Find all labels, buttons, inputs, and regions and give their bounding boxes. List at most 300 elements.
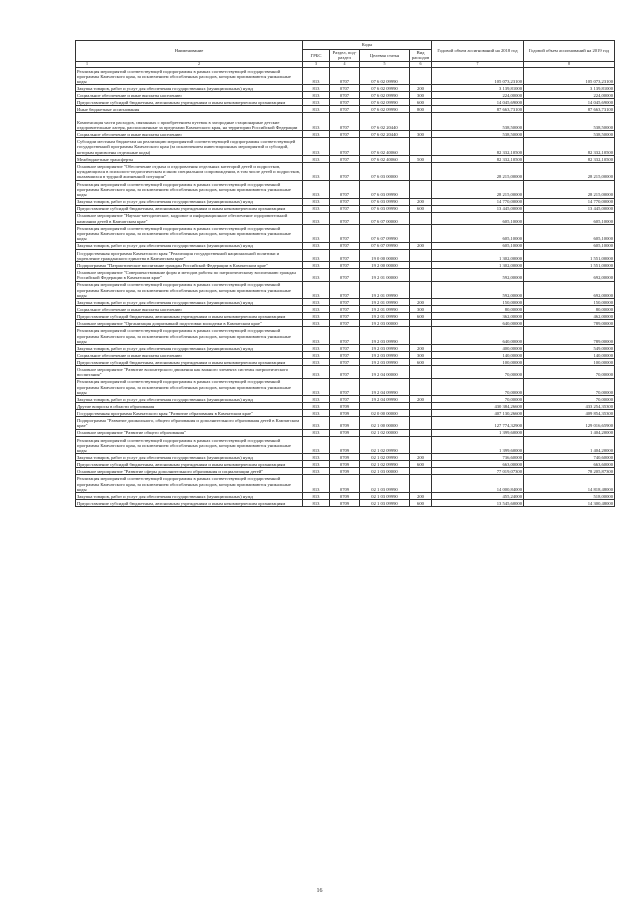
row-name: Закупка товаров, работ и услуг для обеспечения государственных (муниципальных) нужд [76,396,303,403]
col-section-header: Раздел, под-раздел [330,50,360,62]
table-row [76,99,615,106]
section-code: 0709 [330,429,360,436]
vid-code: 500 [410,155,432,162]
section-code: 0707 [330,242,360,249]
amount-2018: 640,00000 [432,327,524,345]
grbs-code: 813 [303,403,330,410]
grbs-code: 813 [303,212,330,224]
target-code: 02 1 03 09990 [360,493,410,500]
grbs-code: 813 [303,313,330,320]
table-row [76,461,615,468]
target-code: 02 1 02 09990 [360,436,410,454]
vid-code: 600 [410,461,432,468]
vid-code [410,281,432,299]
section-code: 0707 [330,67,360,85]
column-number: 6 [410,61,432,67]
row-name: Основное мероприятие "Развитие общего образования" [76,429,303,436]
amount-2018: 80,00000 [432,306,524,313]
target-code: 07 6 03 09990 [360,198,410,205]
target-code: 19 2 03 09990 [360,359,410,366]
row-name: Предоставление субсидий бюджетным, автономным учреждениям и иным некоммерческим организациям [76,313,303,320]
section-code: 0707 [330,138,360,156]
row-name: Реализация мероприятий соответствующей подпрограммы в рамках соответствующей государственной программы Камчатского края, за исключением обособленных расходов, которым присваиваются уникальные коды [76,475,303,493]
target-code: 02 1 02 09990 [360,454,410,461]
column-number: 3 [303,61,330,67]
target-code: 07 6 02 40060 [360,155,410,162]
amount-2018: 14 000,84000 [432,475,524,493]
table-row [76,180,615,198]
col-vid-header: Вид расходов [410,50,432,62]
grbs-code: 813 [303,162,330,180]
section-code: 0707 [330,92,360,99]
target-code: 07 6 02 40060 [360,138,410,156]
table-row [76,436,615,454]
target-code: 07 6 02 09990 [360,92,410,99]
vid-code: 200 [410,396,432,403]
row-name: Закупка товаров, работ и услуг для обеспечения государственных (муниципальных) нужд [76,299,303,306]
section-code: 0709 [330,410,360,417]
amount-2018: 82 332,10500 [432,138,524,156]
table-row [76,396,615,403]
table-row [76,212,615,224]
grbs-code: 813 [303,475,330,493]
section-code: 0709 [330,461,360,468]
table-row [76,475,615,493]
grbs-code: 813 [303,366,330,378]
target-code: 07 6 02 09990 [360,99,410,106]
amount-2018: 13 545,60000 [432,500,524,507]
section-code: 0707 [330,162,360,180]
row-name: Компенсация части расходов, связанных с приобретением путевок в загородные стационарные детские оздоровительные лагеря, расположенные за пределами Камчатского края, на территории Российской Федерации [76,113,303,131]
amount-2018: 538,50000 [432,113,524,131]
grbs-code: 813 [303,378,330,396]
vid-code: 600 [410,99,432,106]
vid-code: 600 [410,359,432,366]
row-name: Социальное обеспечение и иные выплаты населению [76,352,303,359]
table-row [76,313,615,320]
amount-2019: 740,60000 [524,454,615,461]
grbs-code: 813 [303,396,330,403]
table-row [76,205,615,212]
amount-2019: 70,00000 [524,378,615,396]
vid-code [410,212,432,224]
row-name: Субсидии местным бюджетам на реализацию мероприятий соответствующей подпрограммы соответствующей государственной программы Камчатского края (за исключением инвестиционных мероприятий и субсидий, которым присвоены отдельные коды) [76,138,303,156]
target-code: 07 6 07 09990 [360,224,410,242]
section-code: 0707 [330,352,360,359]
grbs-code: 813 [303,131,330,138]
target-code: 07 6 03 09990 [360,180,410,198]
target-code: 07 6 07 00000 [360,212,410,224]
amount-2018: 736,60000 [432,454,524,461]
row-name: Основное мероприятие "Научно-методическое, кадровое и информационное обеспечение оздоровительной кампании детей в Камчатском крае" [76,212,303,224]
section-code: 0707 [330,198,360,205]
table-row [76,262,615,269]
table-row [76,366,615,378]
section-code: 0707 [330,113,360,131]
section-code: 0707 [330,180,360,198]
table-row [76,345,615,352]
amount-2019: 14 045,69000 [524,99,615,106]
section-code: 0707 [330,320,360,327]
amount-2019: 87 663,73100 [524,106,615,113]
grbs-code: 813 [303,327,330,345]
vid-code: 200 [410,493,432,500]
vid-code [410,410,432,417]
amount-2018: 605,10000 [432,224,524,242]
grbs-code: 813 [303,436,330,454]
grbs-code: 813 [303,320,330,327]
table-row [76,85,615,92]
table-row [76,281,615,299]
vid-code [410,403,432,410]
amount-2019: 129 016,65900 [524,417,615,429]
target-code: 07 6 02 20440 [360,113,410,131]
column-number: 8 [524,61,615,67]
section-code: 0707 [330,269,360,281]
table-row [76,269,615,281]
amount-2019: 1 404,20000 [524,436,615,454]
amount-2018: 663,00000 [432,461,524,468]
amount-2018: 28 215,00000 [432,180,524,198]
section-code: 0707 [330,359,360,366]
section-code: 0709 [330,493,360,500]
column-number: 7 [432,61,524,67]
section-code: 0707 [330,345,360,352]
target-code: 19 2 00 00000 [360,262,410,269]
section-code: 0707 [330,155,360,162]
row-name: Реализация мероприятий соответствующей подпрограммы в рамках соответствующей государственной программы Камчатского края, за исключением обособленных расходов, которым присваиваются уникальные коды [76,67,303,85]
grbs-code: 813 [303,85,330,92]
vid-code [410,249,432,261]
target-code: 07 6 02 09990 [360,85,410,92]
vid-code [410,327,432,345]
target-code: 07 6 02 20440 [360,131,410,138]
section-code: 0707 [330,262,360,269]
amount-2018: 13 445,00000 [432,205,524,212]
target-code: 19 0 00 00000 [360,249,410,261]
codes-header: Коды [303,41,432,50]
grbs-code: 813 [303,500,330,507]
target-code [360,403,410,410]
col-grbs-header: ГРБС [303,50,330,62]
amount-2019: 224,00000 [524,92,615,99]
target-code: 19 2 04 09990 [360,378,410,396]
vid-code [410,180,432,198]
amount-2019: 3 139,81000 [524,85,615,92]
amount-2019: 28 215,00000 [524,162,615,180]
section-code: 0709 [330,468,360,475]
target-code: 19 2 03 00000 [360,320,410,327]
vid-code [410,366,432,378]
section-code: 0707 [330,249,360,261]
amount-2018: 70,00000 [432,378,524,396]
table-row [76,138,615,156]
section-code: 0709 [330,475,360,493]
table-row [76,410,615,417]
target-code: 19 2 03 09990 [360,352,410,359]
row-name: Социальное обеспечение и иные выплаты населению [76,92,303,99]
table-row [76,417,615,429]
grbs-code: 813 [303,410,330,417]
grbs-code: 813 [303,468,330,475]
col-target-header: Целевая статья [360,50,410,62]
amount-2018: 592,00000 [432,281,524,299]
target-code: 19 2 01 09990 [360,306,410,313]
vid-code [410,429,432,436]
column-number: 5 [360,61,410,67]
section-code: 0707 [330,366,360,378]
section-code: 0707 [330,205,360,212]
row-name: Основное мероприятие "Развитие волонтерского движения как важного элемента системы патриотического воспитания" [76,366,303,378]
table-row [76,378,615,396]
table-row [76,131,615,138]
vid-code: 300 [410,92,432,99]
amount-2018: 538,50000 [432,131,524,138]
vid-code: 800 [410,106,432,113]
section-code: 0709 [330,436,360,454]
section-code: 0707 [330,396,360,403]
vid-code [410,67,432,85]
section-code: 0707 [330,85,360,92]
row-name: Закупка товаров, работ и услуг для обеспечения государственных (муниципальных) нужд [76,345,303,352]
amount-2018: 605,10000 [432,212,524,224]
vid-code [410,468,432,475]
row-name: Закупка товаров, работ и услуг для обеспечения государственных (муниципальных) нужд [76,85,303,92]
amount-2018: 87 663,73100 [432,106,524,113]
amount-2018: 1 302,00000 [432,249,524,261]
amount-2018: 400,00000 [432,345,524,352]
amount-2018: 1 399,60000 [432,429,524,436]
table-row [76,429,615,436]
amount-2019: 1 404,20000 [524,429,615,436]
row-name: Другие вопросы в области образования [76,403,303,410]
amount-2019: 462,00000 [524,313,615,320]
row-name: Реализация мероприятий соответствующей подпрограммы в рамках соответствующей государственной программы Камчатского края, за исключением обособленных расходов, которым присваиваются уникальные коды [76,281,303,299]
amount-2019: 14 770,00000 [524,198,615,205]
amount-2019: 13 445,00000 [524,205,615,212]
table-row [76,224,615,242]
vid-code [410,224,432,242]
grbs-code: 813 [303,155,330,162]
grbs-code: 813 [303,281,330,299]
column-number: 2 [198,61,200,66]
table-row [76,468,615,475]
row-name: Реализация мероприятий соответствующей подпрограммы в рамках соответствующей государственной программы Камчатского края, за исключением обособленных расходов, которым присваиваются уникальные коды [76,224,303,242]
amount-2018: 592,00000 [432,269,524,281]
row-name: Основное мероприятие "Организация допризывной подготовки молодежи в Камчатском крае" [76,320,303,327]
vid-code [410,417,432,429]
target-code: 07 6 03 00000 [360,162,410,180]
vid-code [410,320,432,327]
col-name-header: Наименование [76,41,303,62]
table-row [76,67,615,85]
row-name: Предоставление субсидий бюджетным, автономным учреждениям и иным некоммерческим организациям [76,205,303,212]
target-code: 19 2 01 09990 [360,299,410,306]
row-name: Иные бюджетные ассигнования [76,106,303,113]
amount-2019: 14 818,48000 [524,475,615,493]
grbs-code: 813 [303,417,330,429]
amount-2019: 1 551,00000 [524,249,615,261]
row-name: Основное мероприятие "Развитие сферы дополнительного образования и социализации детей" [76,468,303,475]
vid-code: 200 [410,345,432,352]
amount-2018: 14 770,00000 [432,198,524,205]
amount-2019: 28 215,00000 [524,180,615,198]
vid-code: 600 [410,205,432,212]
table-row [76,162,615,180]
col-2018-header: Годовой объем ассигнований на 2018 год [432,41,524,62]
row-name: Основное мероприятие "Обеспечение отдыха и оздоровления отдельных категорий детей и подростков, нуждающихся в психолого-педагогическом и ином специальном сопровождении, в том числе детей и подростков, оказавшихся в трудной жизненной ситуации" [76,162,303,180]
amount-2019: 789,00000 [524,320,615,327]
budget-table-sheet [75,40,614,507]
vid-code: 600 [410,313,432,320]
table-row [76,403,615,410]
target-code: 19 2 04 09990 [360,396,410,403]
vid-code [410,262,432,269]
section-code: 0707 [330,224,360,242]
target-code: 02 1 03 09990 [360,475,410,493]
vid-code: 200 [410,454,432,461]
amount-2018: 430 384,26600 [432,403,524,410]
amount-2019: 105 073,23100 [524,67,615,85]
vid-code: 300 [410,352,432,359]
row-name: Социальное обеспечение и иные выплаты населению [76,131,303,138]
amount-2018: 70,00000 [432,366,524,378]
amount-2018: 100,00000 [432,359,524,366]
amount-2019: 692,00000 [524,281,615,299]
target-code: 02 1 03 09990 [360,500,410,507]
target-code: 07 6 02 09990 [360,67,410,85]
grbs-code: 813 [303,113,330,131]
amount-2019: 78 205,87300 [524,468,615,475]
target-code: 19 2 01 09990 [360,313,410,320]
grbs-code: 813 [303,429,330,436]
target-code: 02 1 00 00000 [360,417,410,429]
row-name: Межбюджетные трансферты [76,155,303,162]
vid-code [410,378,432,396]
target-code: 19 2 01 00000 [360,269,410,281]
amount-2019: 14 300,48000 [524,500,615,507]
target-code: 02 1 02 00000 [360,429,410,436]
grbs-code: 813 [303,269,330,281]
amount-2019: 549,00000 [524,345,615,352]
amount-2019: 140,00000 [524,352,615,359]
target-code: 02 1 03 00000 [360,468,410,475]
grbs-code: 813 [303,306,330,313]
amount-2019: 100,00000 [524,359,615,366]
target-code: 19 2 03 09990 [360,327,410,345]
grbs-code: 813 [303,224,330,242]
row-name: Предоставление субсидий бюджетным, автономным учреждениям и иным некоммерческим организациям [76,461,303,468]
table-row [76,352,615,359]
grbs-code: 813 [303,352,330,359]
amount-2018: 28 215,00000 [432,162,524,180]
row-name: Реализация мероприятий соответствующей подпрограммы в рамках соответствующей государственной программы Камчатского края, за исключением обособленных расходов, которым присваиваются уникальные коды [76,436,303,454]
amount-2018: 150,00000 [432,299,524,306]
page-number: 16 [316,888,323,894]
table-row [76,493,615,500]
table-row [76,500,615,507]
grbs-code: 813 [303,461,330,468]
amount-2019: 538,50000 [524,131,615,138]
amount-2018: 1 302,00000 [432,262,524,269]
vid-code: 200 [410,85,432,92]
row-name: Реализация мероприятий соответствующей подпрограммы в рамках соответствующей государственной программы Камчатского края, за исключением обособленных расходов, которым присваиваются уникальные коды [76,180,303,198]
vid-code [410,113,432,131]
row-name: Подпрограмма "Развитие дошкольного, общего образования и дополнительного образования детей в Камчатском крае" [76,417,303,429]
row-name: Закупка товаров, работ и услуг для обеспечения государственных (муниципальных) нужд [76,493,303,500]
target-code: 19 2 03 09990 [360,345,410,352]
table-row [76,306,615,313]
grbs-code: 813 [303,299,330,306]
amount-2019: 605,10000 [524,224,615,242]
vid-code [410,269,432,281]
vid-code: 200 [410,299,432,306]
amount-2019: 538,50000 [524,113,615,131]
amount-2019: 409 854,35300 [524,410,615,417]
amount-2018: 77 019,07300 [432,468,524,475]
grbs-code: 813 [303,106,330,113]
amount-2018: 224,00000 [432,92,524,99]
grbs-code: 813 [303,92,330,99]
target-code: 07 6 02 09990 [360,106,410,113]
amount-2019: 82 332,10500 [524,155,615,162]
table-row [76,198,615,205]
column-number: 1 [86,61,88,66]
section-code: 0709 [330,403,360,410]
amount-2019: 605,10000 [524,212,615,224]
table-row [76,327,615,345]
target-code: 02 0 00 00000 [360,410,410,417]
grbs-code: 813 [303,262,330,269]
section-code: 0707 [330,281,360,299]
budget-table [75,40,615,507]
table-row [76,92,615,99]
amount-2018: 140,00000 [432,352,524,359]
table-row [76,155,615,162]
grbs-code: 813 [303,493,330,500]
row-name: Государственная программа Камчатского края "Реализация государственной национальной политики и укрепление гражданского единства в Камчатском крае" [76,249,303,261]
grbs-code: 813 [303,67,330,85]
row-name: Основное мероприятие "Совершенствование форм и методов работы по патриотическому воспитанию граждан Российской Федерации в Камчатском крае" [76,269,303,281]
amount-2019: 150,00000 [524,299,615,306]
row-name: Социальное обеспечение и иные выплаты населению [76,306,303,313]
table-row [76,320,615,327]
target-code: 07 6 07 09990 [360,242,410,249]
row-name: Реализация мероприятий соответствующей подпрограммы в рамках соответствующей государственной программы Камчатского края, за исключением обособленных расходов, которым присваиваются уникальные коды [76,327,303,345]
amount-2018: 127 774,32900 [432,417,524,429]
target-code: 19 2 01 09990 [360,281,410,299]
table-row [76,113,615,131]
amount-2019: 605,10000 [524,242,615,249]
row-name: Подпрограмма "Патриотическое воспитание граждан Российской Федерации в Камчатском крае" [76,262,303,269]
vid-code [410,162,432,180]
amount-2019: 663,60000 [524,461,615,468]
section-code: 0707 [330,313,360,320]
vid-code [410,436,432,454]
amount-2019: 433 254,35300 [524,403,615,410]
table-row [76,454,615,461]
amount-2019: 82 332,10500 [524,138,615,156]
grbs-code: 813 [303,454,330,461]
section-code: 0707 [330,378,360,396]
row-name: Предоставление субсидий бюджетным, автономным учреждениям и иным некоммерческим организациям [76,359,303,366]
amount-2019: 80,00000 [524,306,615,313]
col-2019-header: Годовой объем ассигнований на 2019 год [524,41,615,62]
row-name: Закупка товаров, работ и услуг для обеспечения государственных (муниципальных) нужд [76,454,303,461]
table-row [76,106,615,113]
section-code: 0709 [330,417,360,429]
target-code: 02 1 02 09990 [360,461,410,468]
